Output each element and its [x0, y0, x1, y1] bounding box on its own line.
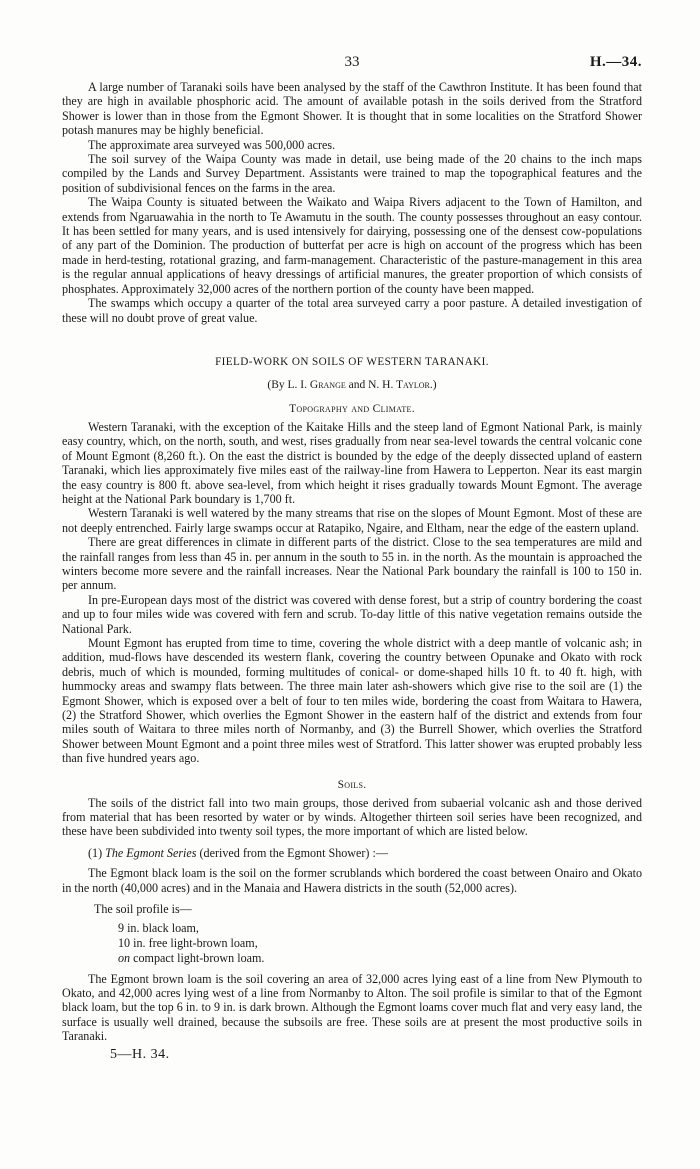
running-head: [62, 54, 642, 80]
page-number: 33: [344, 54, 360, 70]
section-title: FIELD-WORK ON SOILS OF WESTERN TARANAKI.: [215, 355, 489, 368]
soils-heading: Soils.: [337, 778, 367, 791]
paragraph-swamps: The swamps which occupy a quarter of the total area surveyed carry a poor pasture. A detailed investigation of these will no doubt prove of great value.: [62, 296, 642, 325]
paragraph-topography-1: Western Taranaki, with the exception of the Kaitake Hills and the steep land of Egmont National Park, is mainly easy country, which, on the north, south, and west, rises gradually from near sea-level towards the central volcanic cone of Mount Egmont (8,260 ft.). On the east the district is bounded by the edge of the deeply dissected upland of eastern Taranaki, which lies approximately five miles east of the railway-line from Hawera to Lepperton. Near its east margin the easy country is 800 ft. above sea-level, from which height it rises gradually towards Mount Egmont. The average height at the National Park boundary is 1,700 ft.: [62, 419, 642, 506]
paragraph-egmont-black-loam: The Egmont black loam is the soil on the former scrublands which bordered the coast between Onairo and Okato in the north (40,000 acres) and in the Manaia and Hawera districts in the south (52,000 acres).: [62, 866, 642, 895]
paragraph-cawthron-analysis: A large number of Taranaki soils have been analysed by the staff of the Cawthron Institute. It has been found that they are high in available phosphoric acid. The amount of available potash in the soils derived from the Stratford Shower is lower than in those from the Egmont Shower. It is thought that in some localities on the Stratford Shower potash manures may be highly beneficial.: [62, 80, 642, 138]
paragraph-egmont-brown-loam: The Egmont brown loam is the soil covering an area of 32,000 acres lying east of a line from New Plymouth to Okato, and 42,000 acres lying west of a line from Normanby to Alton. The soil profile is similar to that of the Egmont black loam, but the top 6 in. to 9 in. is dark brown. Although the Egmont loams cover much flat and very easy land, the surface is usually well drained, because the subsoils are free. These soils are at present the most productive soils in Taranaki.: [62, 971, 642, 1044]
paragraph-topography-5: Mount Egmont has erupted from time to time, covering the whole district with a deep mantle of volcanic ash; in addition, mud-flows have descended its western flank, covering the country between Opunake and Okato with rock debris, much of which is mounded, forming multitudes of conical- or dome-shaped hills 10 ft. to 40 ft. high, with hummocky areas and swampy flats between. The three main later ash-showers which give rise to the soil are (1) the Egmont Shower, which is exposed over a belt of four to ten miles wide, bordering the coast from Waitara to Hawera, (2) the Stratford Shower, which overlies the Egmont Shower in the eastern half of the district and extends from four miles south of Waitara to three miles north of Normanby, and (3) the Burrell Shower, which overlies the Stratford Shower between Mount Egmont and a point three miles west of Stratford. This latter shower was erupted probably less than five hundred years ago.: [62, 636, 642, 766]
egmont-series-name: The Egmont Series: [105, 845, 197, 860]
footer-signature: 5—H. 34.: [110, 1046, 170, 1062]
paragraph-soils-intro: The soils of the district fall into two main groups, those derived from subaerial volcanic ash and those derived from material that has been resorted by water or by winds. Altogether thirteen soil series have been recognized, and these have been subdivided into twenty soil types, the more important of which are listed below.: [62, 795, 642, 839]
author-grange: L. I. Grange: [287, 378, 346, 391]
soil-profile-list: [118, 921, 642, 966]
paragraph-topography-2: Western Taranaki is well watered by the many streams that rise on the slopes of Mount Egmont. Most of these are not deeply entrenched. Fairly large swamps occur at Ratapiko, Ngaire, and Eltham, near the edge of the eastern upland.: [62, 506, 642, 535]
document-reference: H.—34.: [589, 54, 642, 70]
byline: (By L. I. Grange and N. H. Taylor.): [267, 378, 437, 391]
profile-line: 9 in. black loam,: [118, 920, 199, 935]
paragraph-waipa-county: The Waipa County is situated between the Waikato and Waipa Rivers adjacent to the Town of Hamilton, and extends from Ngaruawahia in the north to Te Awamutu in the south. The county possesses throughout an easy contour. It has been settled for many years, and is used intensively for dairying, possessing one of the densest cow-populations of any part of the Dominion. The production of butterfat per acre is high on account of the progress which has been made in herd-testing, rotational grazing, and farm-management. Characteristic of the pasture-management in this area is the regular annual applications of heavy dressings of artificial manures, the greater proportion of which consists of phosphates. Approximately 32,000 acres of the northern portion of the county have been mapped.: [62, 195, 642, 296]
profile-intro: The soil profile is—: [94, 902, 192, 917]
paragraph-waipa-survey: The soil survey of the Waipa County was made in detail, use being made of the 20 chains to the inch maps compiled by the Lands and Survey Department. Assistants were trained to map the topographical features and the position of subdivisional fences on the farms in the area.: [62, 152, 642, 195]
topography-heading: Topography and Climate.: [289, 402, 415, 415]
paragraph-topography-3: There are great differences in climate in different parts of the district. Close to the sea temperatures are mild and the rainfall ranges from less than 45 in. per annum in the south to 55 in. in the north. As the mountain is approached the winters become more severe and the rainfall increases. Near the National Park boundary the rainfall is 100 to 150 in. per annum.: [62, 535, 642, 593]
paragraph-topography-4: In pre-European days most of the district was covered with dense forest, but a strip of country bordering the coast and up to four miles wide was covered with fern and scrub. To-day little of this native vegetation remains outside the National Park.: [62, 592, 642, 636]
profile-line: on compact light-brown loam.: [118, 950, 265, 965]
profile-line: 10 in. free light-brown loam,: [118, 935, 258, 950]
author-taylor: N. H. Taylor: [368, 378, 430, 391]
paragraph-area-surveyed: The approximate area surveyed was 500,000 acres.: [88, 137, 336, 152]
egmont-series-heading: (1) The Egmont Series (derived from the Egmont Shower) :—: [88, 845, 388, 860]
